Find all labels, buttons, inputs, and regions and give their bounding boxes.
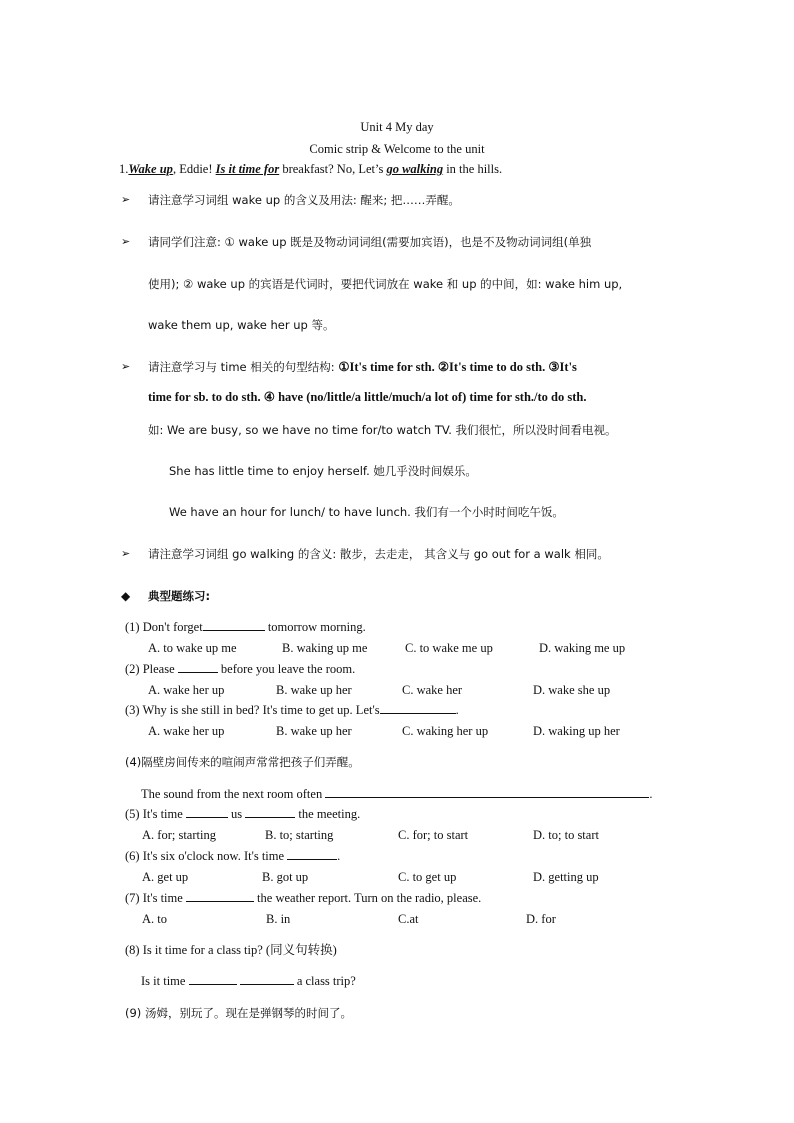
question-5-text: us <box>227 807 246 821</box>
answer-blank[interactable] <box>380 702 456 714</box>
question-7-text: (7) It's time <box>125 891 186 905</box>
note-wake-up: 请注意学习词组 wake up 的含义及用法: 醒来; 把……弄醒。 <box>148 193 460 207</box>
q6-option-a[interactable]: A. get up <box>142 870 189 884</box>
question-1 <box>125 619 366 635</box>
sentence-1-number: 1. <box>119 162 129 176</box>
phrase-go-walking: go walking <box>386 162 444 176</box>
q6-option-d[interactable]: D. getting up <box>533 870 599 884</box>
q7-option-a[interactable]: A. to <box>142 912 167 926</box>
q3-option-b[interactable]: B. wake up her <box>276 724 352 738</box>
question-3 <box>125 702 459 718</box>
q2-option-a[interactable]: A. wake her up <box>148 683 225 697</box>
question-6-text: . <box>337 849 341 863</box>
q5-option-a[interactable]: A. for; starting <box>142 828 216 842</box>
q1-option-d[interactable]: D. waking me up <box>539 641 626 655</box>
note-time-patterns-list: ①It's time for sth. ②It's time to do sth. ③It's <box>338 360 577 374</box>
note-wake-up-usage-line1: 请同学们注意: ① wake up 既是及物动词词组(需要加宾语)，也是不及物动词词组(单独 <box>148 235 592 249</box>
question-4-text: The sound from the next room often <box>141 787 326 801</box>
note-time-patterns-line2: time for sb. to do sth. ④ have (no/little/a little/much/a lot of) time for sth./to do sth. <box>148 390 587 404</box>
q1-option-c[interactable]: C. to wake me up <box>405 641 493 655</box>
answer-blank[interactable] <box>287 848 337 860</box>
question-5-text: (5) It's time <box>125 807 186 821</box>
question-8-rewrite <box>141 973 356 989</box>
answer-blank[interactable] <box>245 806 295 818</box>
answer-blank[interactable] <box>203 619 265 631</box>
question-5-text: the meeting. <box>295 807 361 821</box>
q2-option-d[interactable]: D. wake she up <box>533 683 611 697</box>
sentence-1-text: breakfast? No, Let’s <box>279 162 387 176</box>
q7-option-d[interactable]: D. for <box>526 912 556 926</box>
q7-option-c[interactable]: C.at <box>398 912 419 926</box>
question-7-text: the weather report. Turn on the radio, please. <box>253 891 482 905</box>
arrow-bullet-icon: ➢ <box>121 236 131 248</box>
answer-blank[interactable] <box>178 661 218 673</box>
arrow-bullet-icon: ➢ <box>121 194 131 206</box>
phrase-wake-up: Wake up <box>128 162 173 176</box>
q2-option-b[interactable]: B. wake up her <box>276 683 352 697</box>
example-busy: 如: We are busy, so we have no time for/to watch TV. 我们很忙，所以没时间看电视。 <box>148 423 617 437</box>
q3-option-c[interactable]: C. waking her up <box>402 724 489 738</box>
question-2-text: before you leave the room. <box>217 662 356 676</box>
page-title: Unit 4 My day <box>360 120 434 134</box>
note-go-walking: 请注意学习词组 go walking 的含义: 散步，去走走， 其含义与 go out for a walk 相同。 <box>148 547 609 561</box>
question-7 <box>125 890 481 906</box>
sentence-1 <box>119 161 502 177</box>
question-4 <box>141 786 652 802</box>
practice-heading: 典型题练习: <box>148 589 211 603</box>
q5-option-b[interactable]: B. to; starting <box>265 828 334 842</box>
answer-blank[interactable] <box>186 890 254 902</box>
answer-blank[interactable] <box>240 973 294 985</box>
question-6 <box>125 848 340 864</box>
question-5 <box>125 806 360 822</box>
q5-option-c[interactable]: C. for; to start <box>398 828 469 842</box>
q1-option-a[interactable]: A. to wake up me <box>148 641 237 655</box>
note-wake-up-usage-line3: wake them up, wake her up 等。 <box>148 318 335 332</box>
question-1-text: tomorrow morning. <box>264 620 366 634</box>
question-9: (9) 汤姆，别玩了。现在是弹钢琴的时间了。 <box>125 1006 352 1020</box>
q5-option-d[interactable]: D. to; to start <box>533 828 599 842</box>
answer-blank[interactable] <box>325 786 649 798</box>
question-4-text: . <box>649 787 653 801</box>
note-time-patterns-line1 <box>148 359 577 375</box>
question-4-chinese: (4)隔壁房间传来的喧闹声常常把孩子们弄醒。 <box>125 755 360 769</box>
note-time-patterns-intro: 请注意学习与 time 相关的句型结构: <box>148 360 339 374</box>
question-1-text: (1) Don't forget <box>125 620 203 634</box>
q3-option-d[interactable]: D. waking up her <box>533 724 620 738</box>
question-2 <box>125 661 355 677</box>
question-6-text: (6) It's six o'clock now. It's time <box>125 849 288 863</box>
sentence-1-text: in the hills. <box>443 162 503 176</box>
question-3-text: (3) Why is she still in bed? It's time to get up. Let's <box>125 703 380 717</box>
q2-option-c[interactable]: C. wake her <box>402 683 463 697</box>
answer-blank[interactable] <box>186 806 228 818</box>
q7-option-b[interactable]: B. in <box>266 912 291 926</box>
q3-option-a[interactable]: A. wake her up <box>148 724 225 738</box>
answer-blank[interactable] <box>189 973 237 985</box>
question-8-text: Is it time <box>141 974 189 988</box>
arrow-bullet-icon: ➢ <box>121 548 131 560</box>
question-8: (8) Is it time for a class tip? (同义句转换) <box>125 943 337 957</box>
example-little-time: She has little time to enjoy herself. 她几乎没时间娱乐。 <box>169 464 477 478</box>
arrow-bullet-icon: ➢ <box>121 361 131 373</box>
q6-option-b[interactable]: B. got up <box>262 870 309 884</box>
question-3-text: . <box>455 703 459 717</box>
question-2-text: (2) Please <box>125 662 178 676</box>
diamond-bullet-icon: ◆ <box>121 589 131 603</box>
phrase-is-it-time-for: Is it time for <box>215 162 280 176</box>
page-subtitle: Comic strip & Welcome to the unit <box>309 142 485 156</box>
q6-option-c[interactable]: C. to get up <box>398 870 457 884</box>
sentence-1-text: , Eddie! <box>172 162 216 176</box>
note-wake-up-usage-line2: 使用); ② wake up 的宾语是代词时，要把代词放在 wake 和 up 的中间，如: wake him up, <box>148 277 623 291</box>
example-lunch: We have an hour for lunch/ to have lunch. 我们有一个小时时间吃午饭。 <box>169 505 564 519</box>
q1-option-b[interactable]: B. waking up me <box>282 641 368 655</box>
question-8-text: a class trip? <box>293 974 356 988</box>
